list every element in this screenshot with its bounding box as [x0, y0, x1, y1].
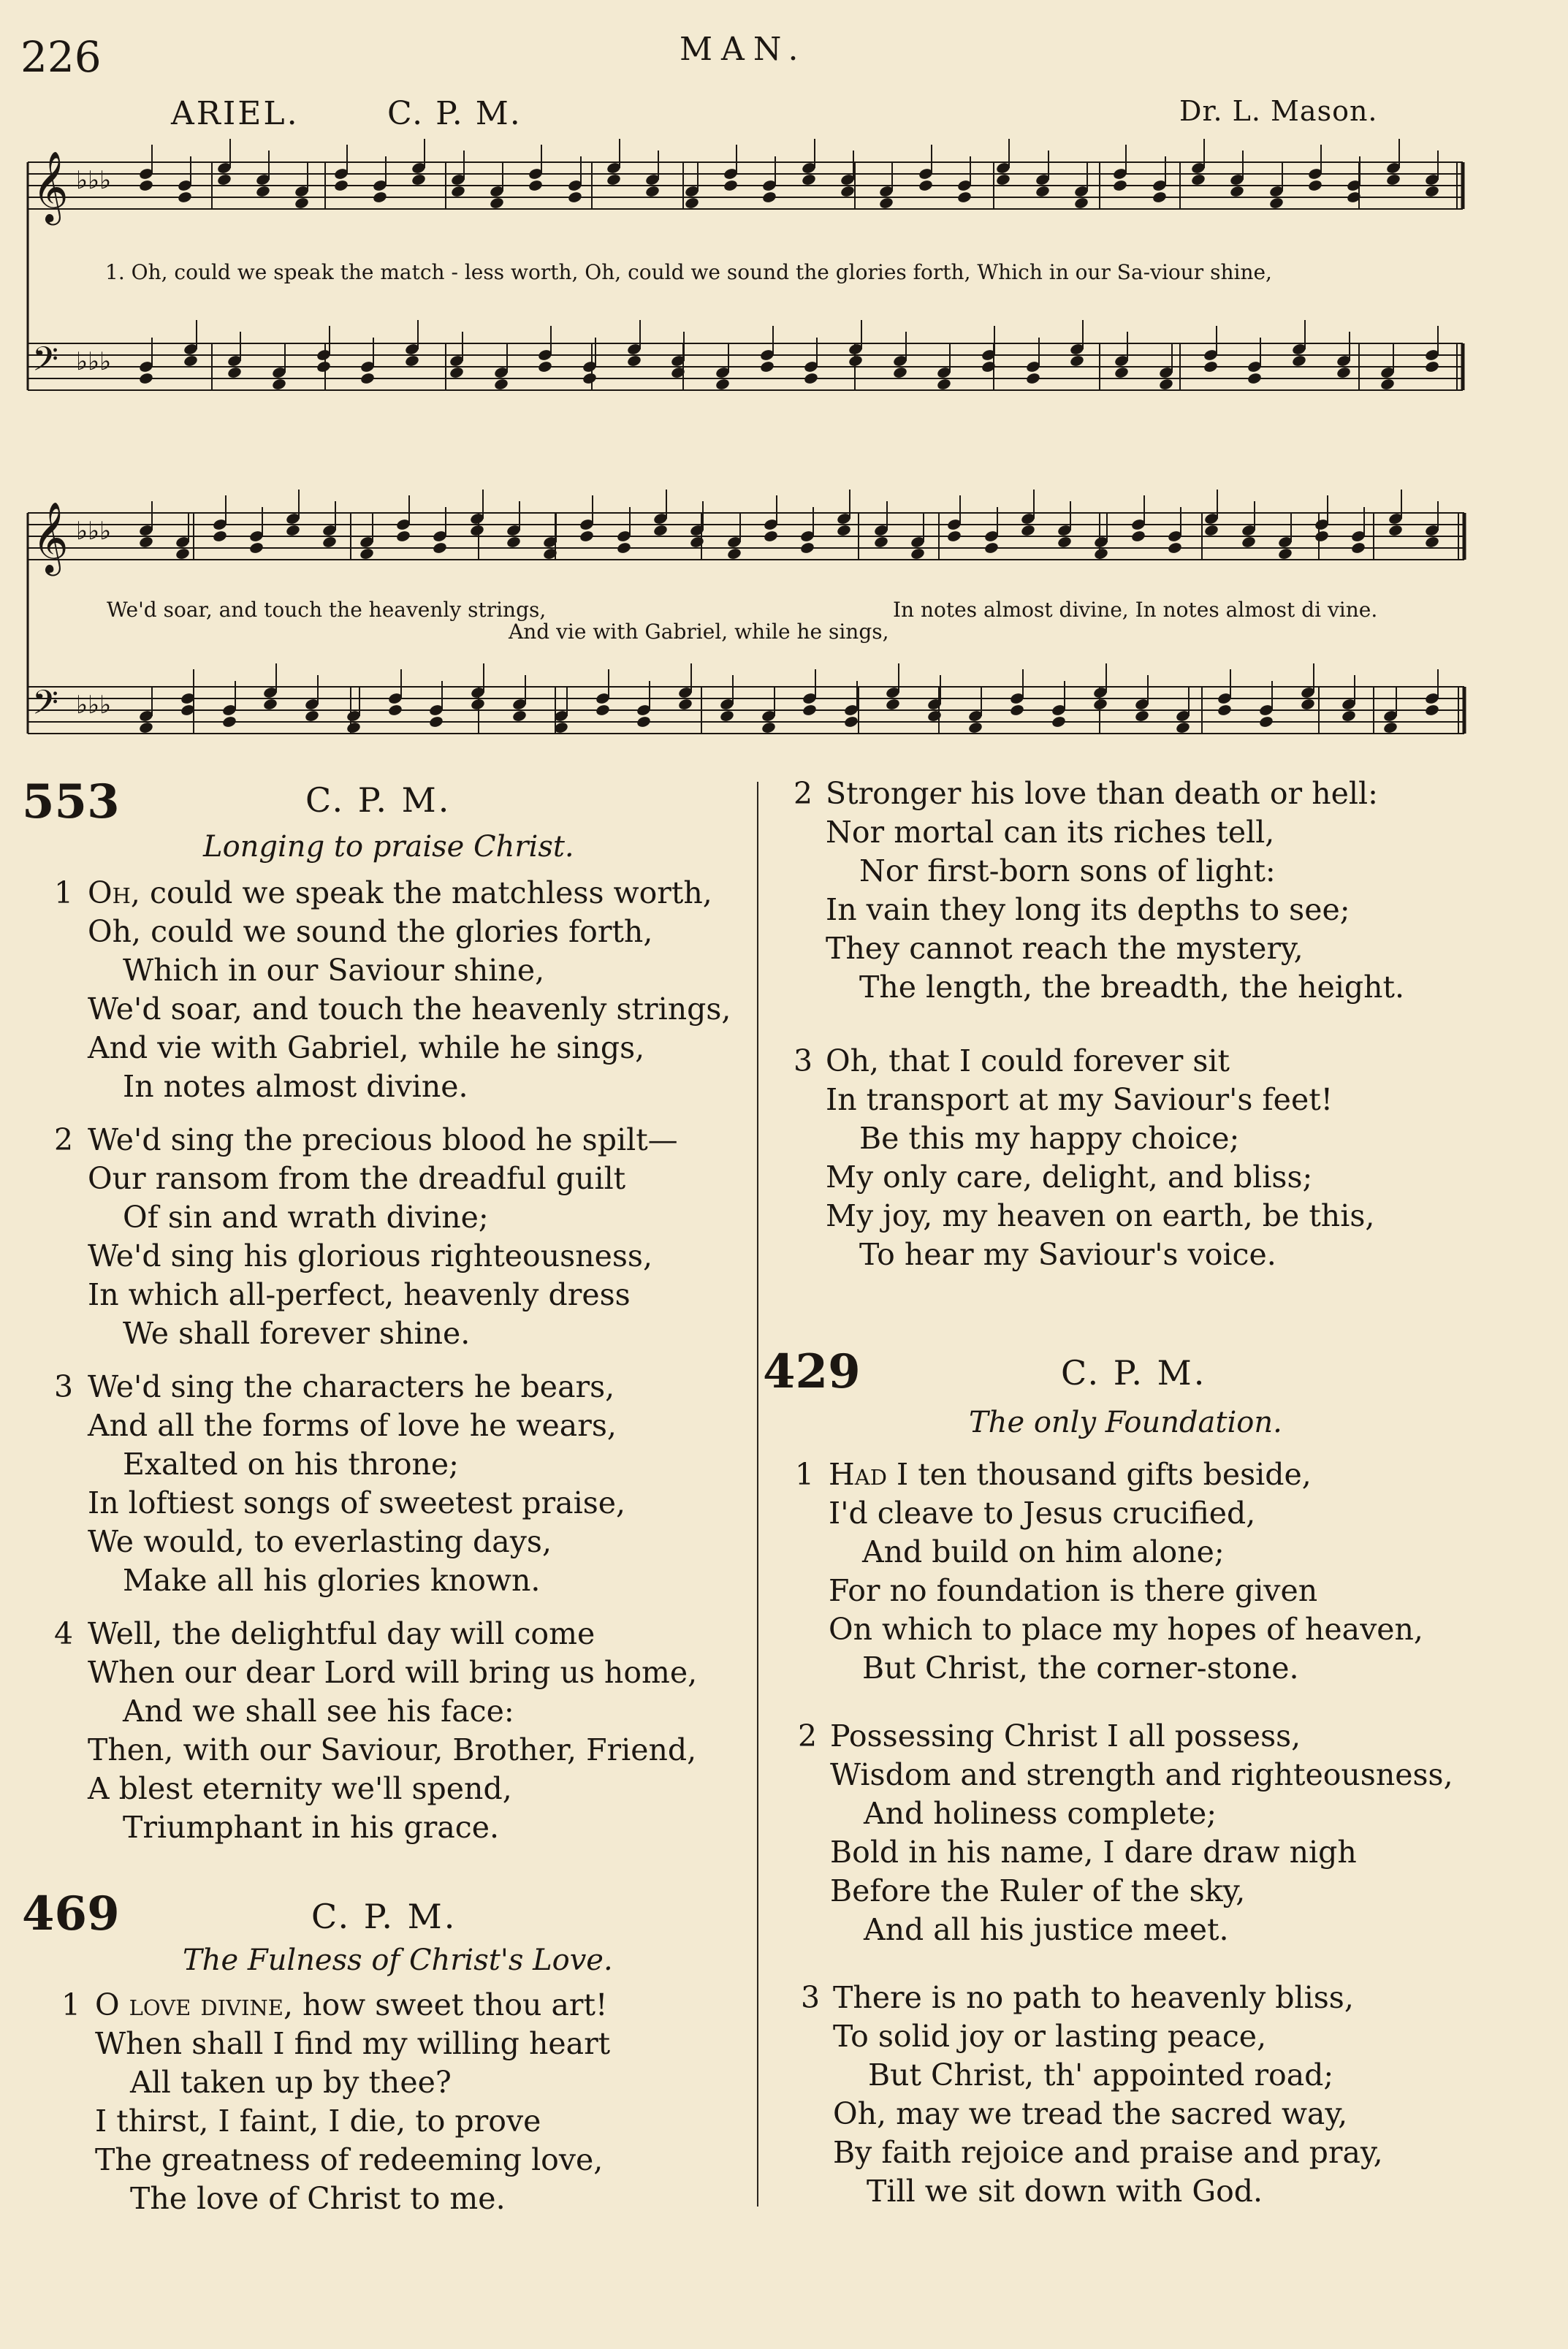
note-head: [262, 698, 278, 711]
stanza-number: 1: [54, 875, 74, 910]
verse-line: And all the forms of love he wears,: [88, 1408, 617, 1443]
note-head: [636, 715, 651, 728]
tune-lyrics-line2c: In notes almost divine, In notes almost di vine.: [893, 598, 1378, 622]
hymn-meter: C. P. M.: [305, 780, 452, 820]
note-head: [873, 536, 888, 549]
note-head: [799, 541, 815, 555]
verse-line: Bold in his name, I dare draw nigh: [830, 1835, 1357, 1870]
verse-line: Oh, may we tread the sacred way,: [833, 2096, 1348, 2131]
note-head: [304, 709, 319, 723]
note-head: [1130, 530, 1146, 543]
hymn-meter: C. P. M.: [311, 1897, 457, 1936]
hymn-number: 469: [22, 1887, 120, 1941]
note-head: [1385, 173, 1401, 186]
note-head: [967, 721, 983, 734]
treble-clef-icon: 𝄞: [32, 151, 69, 222]
note-head: [878, 197, 894, 210]
note-head: [212, 530, 227, 543]
verse-line: In transport at my Saviour's feet!: [826, 1082, 1333, 1117]
verse-line: Our ransom from the dreadful guilt: [88, 1161, 626, 1196]
note-head: [1388, 524, 1403, 537]
verse-line: And vie with Gabriel, while he sings,: [88, 1030, 645, 1065]
verse-line: Nor first-born sons of light:: [859, 853, 1276, 888]
verse-line: We would, to everlasting days,: [88, 1524, 552, 1559]
verse-line: And holiness complete;: [864, 1796, 1217, 1831]
column-divider: [757, 782, 758, 2207]
note-head: [843, 715, 859, 728]
verse-line: Then, with our Saviour, Brother, Friend,: [88, 1732, 697, 1767]
verse-line: We'd soar, and touch the heavenly strings,: [88, 991, 731, 1027]
note-head: [1350, 541, 1366, 555]
note-head: [836, 524, 851, 537]
note-head: [493, 378, 509, 391]
note-head: [1134, 709, 1149, 723]
note-head: [138, 536, 153, 549]
note-head: [428, 715, 444, 728]
verse-line: My joy, my heaven on earth, be this,: [826, 1198, 1375, 1233]
verse-line: Oh, that I could forever sit: [826, 1043, 1230, 1078]
note-head: [723, 179, 738, 192]
verse-line: Oh, could we sound the glories forth,: [88, 914, 653, 949]
note-head: [652, 524, 668, 537]
note-head: [470, 698, 485, 711]
note-head: [1229, 185, 1244, 198]
note-head: [595, 704, 610, 717]
note-head: [221, 715, 237, 728]
verse-line: We'd sing the precious blood he spilt—: [88, 1122, 678, 1157]
note-head: [333, 179, 349, 192]
note-head: [1167, 541, 1182, 555]
note-head: [616, 541, 631, 555]
note-head: [726, 547, 742, 560]
note-head: [910, 547, 925, 560]
stanza-number: 2: [54, 1122, 74, 1157]
note-head: [936, 378, 951, 391]
tune-lyrics-line2a: We'd soar, and touch the heavenly strings,: [107, 598, 547, 622]
note-head: [1203, 524, 1219, 537]
note-head: [1073, 197, 1089, 210]
verse-line: But Christ, th' appointed road;: [868, 2057, 1334, 2093]
note-head: [1152, 191, 1167, 204]
verse-line: I thirst, I faint, I die, to prove: [95, 2104, 541, 2139]
stanza-number: 1: [61, 1987, 81, 2022]
verse-line: In loftiest songs of sweetest praise,: [88, 1485, 626, 1520]
note-head: [579, 530, 594, 543]
verse-line: And build on him alone;: [862, 1534, 1225, 1569]
verse-line: To solid joy or lasting peace,: [833, 2019, 1267, 2054]
note-head: [946, 530, 962, 543]
note-head: [1217, 704, 1232, 717]
note-head: [1258, 715, 1274, 728]
tune-lyrics-line1: 1. Oh, could we speak the match - less worth, Oh, could we sound the glories forth, Which in our Sa-viour shine,: [105, 260, 1272, 284]
note-head: [175, 547, 190, 560]
note-head: [1057, 536, 1072, 549]
note-head: [918, 179, 933, 192]
verse-line: By faith rejoice and praise and pray,: [833, 2135, 1383, 2170]
hymn-meter: C. P. M.: [1061, 1353, 1207, 1393]
hymn-subtitle: The only Foundation.: [969, 1406, 1282, 1439]
verse-line: To hear my Saviour's voice.: [859, 1237, 1276, 1272]
note-head: [411, 173, 426, 186]
verse-line: For no foundation is there given: [829, 1573, 1318, 1608]
note-head: [1092, 698, 1108, 711]
stanza-number: 3: [793, 1043, 813, 1078]
note-head: [177, 191, 192, 204]
note-head: [395, 530, 411, 543]
note-head: [840, 185, 855, 198]
note-head: [1307, 179, 1322, 192]
note-head: [469, 524, 484, 537]
note-head: [1424, 704, 1439, 717]
note-head: [1277, 547, 1293, 560]
note-head: [1175, 721, 1190, 734]
first-word: Had: [829, 1457, 887, 1492]
note-head: [1379, 378, 1395, 391]
note-head: [1424, 536, 1439, 549]
note-head: [1114, 366, 1129, 379]
bass-clef-icon: 𝄢: [32, 340, 59, 387]
note-head: [138, 179, 153, 192]
note-head: [528, 179, 543, 192]
verse-line: Nor mortal can its riches tell,: [826, 815, 1275, 850]
note-head: [359, 372, 375, 385]
verse-line: A blest eternity we'll spend,: [88, 1771, 512, 1806]
verse-line: Till we sit down with God.: [867, 2174, 1263, 2209]
verse-line: All taken up by thee?: [130, 2065, 452, 2100]
note-head: [1203, 360, 1218, 373]
verse-line-text: I ten thousand gifts beside,: [897, 1457, 1312, 1492]
note-head: [255, 185, 270, 198]
first-word: O love divine,: [95, 1987, 293, 2022]
note-head: [1009, 704, 1024, 717]
note-head: [432, 541, 447, 555]
verse-line: [95, 1986, 607, 2025]
note-head: [1291, 354, 1306, 368]
note-head: [1020, 524, 1035, 537]
note-head: [1241, 536, 1256, 549]
hymn-number: 429: [763, 1344, 861, 1399]
note-head: [1300, 698, 1315, 711]
note-head: [1314, 530, 1329, 543]
verse-line-text: could we speak the matchless worth,: [149, 875, 712, 910]
verse-line: On which to place my hopes of heaven,: [829, 1612, 1423, 1647]
tune-name: ARIEL.: [171, 95, 300, 132]
note-head: [1112, 179, 1127, 192]
verse-line: Make all his glories known.: [123, 1563, 541, 1598]
treble-clef-icon: 𝄞: [32, 501, 69, 573]
verse-line: The greatness of redeeming love,: [95, 2142, 604, 2177]
note-head: [321, 536, 337, 549]
verse-line: [88, 874, 712, 913]
hymn-subtitle: Longing to praise Christ.: [203, 830, 574, 864]
note-head: [582, 372, 597, 385]
verse-line: When shall I find my willing heart: [95, 2026, 611, 2061]
note-head: [138, 721, 153, 734]
composer: Dr. L. Mason.: [1179, 95, 1378, 127]
note-head: [567, 191, 582, 204]
note-head: [644, 185, 660, 198]
hymn-subtitle: The Fulness of Christ's Love.: [183, 1943, 613, 1977]
note-head: [387, 704, 403, 717]
note-head: [404, 354, 419, 368]
verse-line: When our dear Lord will bring us home,: [88, 1655, 698, 1690]
note-head: [1336, 366, 1351, 379]
note-head: [626, 354, 642, 368]
page-number: 226: [20, 32, 102, 82]
note-head: [1424, 360, 1439, 373]
stanza-number: 2: [793, 776, 813, 811]
note-head: [1158, 378, 1173, 391]
stanza-number: 3: [54, 1369, 74, 1404]
note-head: [885, 698, 900, 711]
note-head: [759, 360, 775, 373]
note-head: [1268, 197, 1284, 210]
note-head: [956, 191, 972, 204]
stanza-number: 3: [801, 1980, 821, 2015]
note-head: [506, 536, 521, 549]
note-head: [1190, 173, 1206, 186]
note-head: [346, 721, 361, 734]
note-head: [1051, 715, 1066, 728]
verse-line: And we shall see his face:: [123, 1694, 514, 1729]
stanza-number: 2: [798, 1718, 818, 1754]
note-head: [1424, 185, 1439, 198]
key-signature: ♭♭♭: [76, 166, 112, 195]
note-head: [1382, 721, 1398, 734]
note-head: [1025, 372, 1040, 385]
verse-line: Triumphant in his grace.: [123, 1810, 500, 1845]
verse-line: They cannot reach the mystery,: [826, 931, 1304, 966]
verse-line: Possessing Christ I all possess,: [830, 1718, 1301, 1754]
note-head: [803, 372, 818, 385]
note-head: [1069, 354, 1084, 368]
verse-line: In which all-perfect, heavenly dress: [88, 1277, 631, 1312]
note-head: [227, 366, 242, 379]
music-score: [0, 0, 1568, 760]
note-head: [316, 360, 331, 373]
verse-line: Of sin and wrath divine;: [123, 1200, 489, 1235]
note-head: [926, 709, 942, 723]
verse-line: Which in our Saviour shine,: [123, 953, 545, 988]
running-head: MAN.: [680, 31, 807, 68]
note-head: [511, 709, 527, 723]
note-head: [138, 372, 153, 385]
tune-lyrics-line2b: And vie with Gabriel, while he sings,: [509, 620, 889, 644]
key-signature: ♭♭♭: [76, 347, 112, 376]
note-head: [489, 197, 504, 210]
verse-line: Well, the delightful day will come: [88, 1616, 595, 1651]
first-word: Oh,: [88, 875, 140, 910]
hymn-number: 553: [22, 774, 120, 829]
note-head: [801, 173, 816, 186]
tune-meter: C. P. M.: [387, 95, 522, 132]
note-head: [719, 709, 734, 723]
note-head: [983, 541, 999, 555]
note-head: [294, 197, 309, 210]
note-head: [1035, 185, 1050, 198]
note-head: [248, 541, 264, 555]
note-head: [1247, 372, 1262, 385]
note-head: [359, 547, 374, 560]
verse-line: [829, 1455, 1312, 1494]
verse-line: Before the Ruler of the sky,: [830, 1873, 1246, 1908]
note-head: [449, 366, 464, 379]
verse-line: In vain they long its depths to see;: [826, 892, 1350, 927]
key-signature: ♭♭♭: [76, 690, 112, 720]
verse-line: We shall forever shine.: [123, 1316, 471, 1351]
note-head: [271, 378, 286, 391]
verse-line: Stronger his love than death or hell:: [826, 776, 1378, 811]
note-head: [1341, 709, 1356, 723]
verse-line: We'd sing the characters he bears,: [88, 1369, 615, 1404]
verse-line: There is no path to heavenly bliss,: [833, 1980, 1354, 2015]
note-head: [285, 524, 300, 537]
verse-line-text: how sweet thou art!: [302, 1987, 608, 2022]
note-head: [537, 360, 552, 373]
note-head: [684, 197, 699, 210]
verse-line: Be this my happy choice;: [859, 1121, 1240, 1156]
verse-line: In notes almost divine.: [123, 1069, 468, 1104]
verse-line: And all his justice meet.: [864, 1912, 1229, 1947]
stanza-number: 1: [795, 1457, 815, 1492]
note-head: [761, 721, 776, 734]
note-head: [802, 704, 817, 717]
note-head: [761, 191, 777, 204]
bass-clef-icon: 𝄢: [32, 683, 59, 731]
note-head: [606, 173, 621, 186]
note-head: [892, 366, 907, 379]
note-head: [677, 698, 693, 711]
note-head: [372, 191, 387, 204]
note-head: [763, 530, 778, 543]
verse-line: But Christ, the corner-stone.: [862, 1651, 1299, 1686]
note-head: [1093, 547, 1108, 560]
note-head: [848, 354, 863, 368]
verse-line: Exalted on his throne;: [123, 1447, 459, 1482]
verse-line: The love of Christ to me.: [130, 2181, 506, 2216]
note-head: [216, 173, 232, 186]
note-head: [715, 378, 730, 391]
verse-line: My only care, delight, and bliss;: [826, 1160, 1313, 1195]
verse-line: Wisdom and strength and righteousness,: [830, 1757, 1453, 1792]
note-head: [450, 185, 465, 198]
note-head: [995, 173, 1011, 186]
verse-line: I'd cleave to Jesus crucified,: [829, 1496, 1256, 1531]
stanza-number: 4: [54, 1616, 74, 1651]
note-head: [183, 354, 198, 368]
verse-line: The length, the breadth, the height.: [859, 970, 1405, 1005]
verse-line: We'd sing his glorious righteousness,: [88, 1238, 652, 1274]
note-head: [689, 536, 704, 549]
key-signature: ♭♭♭: [76, 517, 112, 546]
